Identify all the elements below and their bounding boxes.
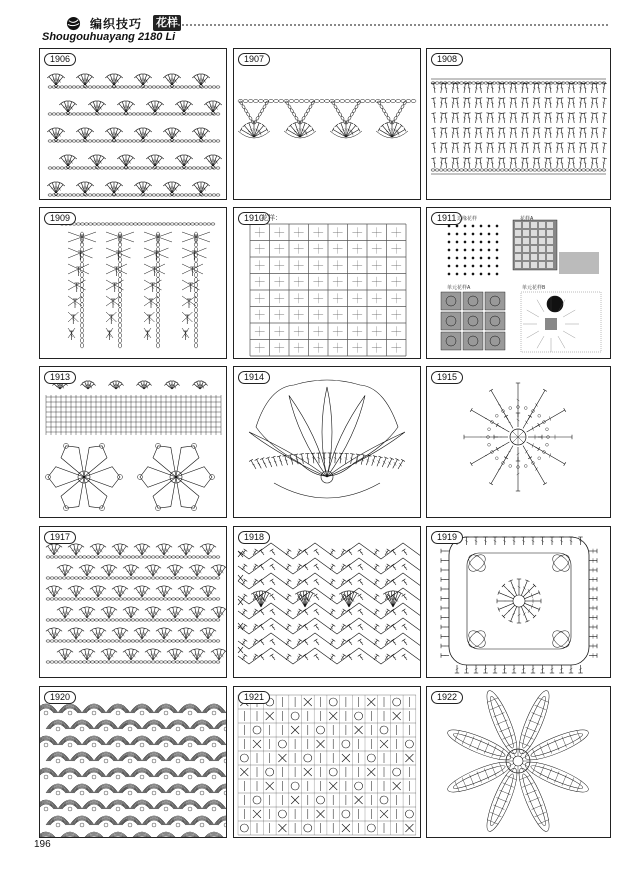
crochet-chart bbox=[234, 527, 420, 677]
pattern-number: 1907 bbox=[238, 53, 270, 66]
pattern-number: 1906 bbox=[44, 53, 76, 66]
pattern-number: 1917 bbox=[44, 531, 76, 544]
crochet-chart bbox=[427, 527, 610, 677]
header-badge: 花样 bbox=[153, 15, 181, 31]
chart-label: 单元花样A bbox=[447, 285, 471, 291]
pattern-number: 1915 bbox=[431, 371, 463, 384]
header-divider bbox=[178, 24, 608, 26]
yarn-ball-icon bbox=[66, 16, 81, 31]
pattern-number: 1918 bbox=[238, 531, 270, 544]
header-title: 编织技巧 bbox=[90, 17, 143, 31]
crochet-chart bbox=[40, 49, 226, 199]
pattern-number: 1913 bbox=[44, 371, 76, 384]
pattern-1907 bbox=[233, 48, 421, 200]
pattern-1914 bbox=[233, 366, 421, 518]
page-header bbox=[0, 0, 640, 44]
crochet-chart bbox=[40, 687, 226, 837]
pattern-1920 bbox=[39, 686, 227, 838]
pattern-number: 1914 bbox=[238, 371, 270, 384]
pattern-1911 bbox=[426, 207, 611, 359]
pattern-number: 1909 bbox=[44, 212, 76, 225]
chart-label: 花样A bbox=[520, 216, 534, 222]
crochet-chart bbox=[234, 367, 420, 517]
crochet-chart bbox=[40, 208, 226, 358]
chart-label: 边缘花样 bbox=[457, 216, 478, 222]
pattern-number: 1920 bbox=[44, 691, 76, 704]
crochet-chart bbox=[427, 208, 610, 358]
pattern-1915 bbox=[426, 366, 611, 518]
crochet-chart bbox=[234, 687, 420, 837]
chart-label: 单元花样B bbox=[522, 285, 546, 291]
pattern-1908 bbox=[426, 48, 611, 200]
pattern-1922 bbox=[426, 686, 611, 838]
crochet-chart bbox=[427, 687, 610, 837]
pattern-1918 bbox=[233, 526, 421, 678]
pattern-1919 bbox=[426, 526, 611, 678]
crochet-chart bbox=[427, 367, 610, 517]
pattern-note: 花样： bbox=[261, 215, 282, 222]
page-number: 196 bbox=[34, 839, 51, 850]
pattern-number: 1919 bbox=[431, 531, 463, 544]
crochet-chart bbox=[40, 527, 226, 677]
pattern-1906 bbox=[39, 48, 227, 200]
pattern-number: 1911 bbox=[431, 212, 462, 225]
pattern-number: 1908 bbox=[431, 53, 463, 66]
crochet-chart bbox=[234, 49, 420, 199]
header-subtitle: Shougouhuayang 2180 Li bbox=[42, 31, 176, 43]
crochet-chart bbox=[427, 49, 610, 199]
pattern-1921 bbox=[233, 686, 421, 838]
pattern-1913 bbox=[39, 366, 227, 518]
pattern-1910 bbox=[233, 207, 421, 359]
pattern-number: 1921 bbox=[238, 691, 270, 704]
pattern-number: 1910 bbox=[238, 212, 270, 225]
pattern-1909 bbox=[39, 207, 227, 359]
pattern-1917 bbox=[39, 526, 227, 678]
pattern-number: 1922 bbox=[431, 691, 463, 704]
crochet-chart bbox=[234, 208, 420, 358]
crochet-chart bbox=[40, 367, 226, 517]
